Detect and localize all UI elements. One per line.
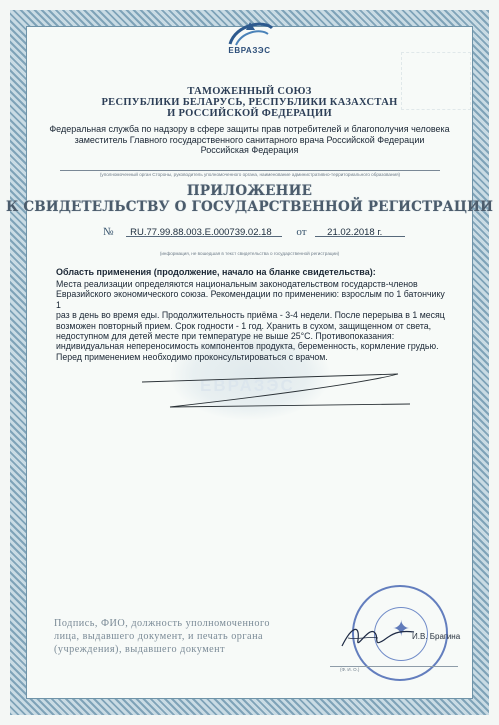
- union-header: [0, 86, 499, 119]
- body-line: Перед применением необходимо проконсультироваться с врачом.: [56, 351, 328, 362]
- union-line: ТАМОЖЕННЫЙ СОЮЗ: [187, 86, 312, 97]
- date-underline: [315, 236, 405, 237]
- title-line: ПРИЛОЖЕНИЕ: [186, 183, 313, 199]
- union-line: РЕСПУБЛИКИ БЕЛАРУСЬ, РЕСПУБЛИКИ КАЗАХСТАН: [101, 97, 398, 108]
- signature-label-line: Подпись, ФИО, должность уполномоченного: [54, 618, 270, 629]
- eurasec-logo-icon: [222, 18, 278, 48]
- signature-label: [54, 617, 284, 656]
- union-line: И РОССИЙСКОЙ ФЕДЕРАЦИИ: [167, 108, 332, 119]
- section-title: Область применения (продолжение, начало на бланке свидетельства):: [56, 267, 376, 277]
- z-strike-line: [130, 370, 420, 410]
- registration-date: 21.02.2018 г.: [327, 227, 383, 238]
- agency-line: Федеральная служба по надзору в сфере защиты прав потребителей и благополучия человека: [49, 124, 450, 134]
- handwritten-signature-icon: [338, 618, 418, 654]
- eagle-emblem-icon: ✦: [392, 617, 411, 642]
- registration-note: (информация, не вошедшая в текст свидетельства о государственной регистрации): [159, 251, 340, 256]
- body-line: Евразийского экономического союза. Рекомендации по применению: взрослым по 1 батончику 1: [56, 289, 445, 310]
- date-label: от: [296, 226, 307, 238]
- body-line: возможен повторный прием. Срок годности - 1 год. Хранить в сухом, защищенном от света,: [56, 320, 432, 331]
- body-line: Места реализации определяются национальным законодательством государств-членов: [56, 279, 418, 289]
- agency-block: [0, 124, 499, 156]
- number-underline: [126, 236, 282, 237]
- signatory-name: И.В. Брагина: [412, 632, 461, 641]
- agency-line: Российская Федерация: [200, 145, 299, 155]
- agency-line: заместитель Главного государственного санитарного врача Российской Федерации: [74, 134, 425, 145]
- signature-label-line: лица, выдавшего документ, и печать органа: [54, 631, 264, 642]
- agency-note: (уполномоченный орган Стороны, руководитель уполномоченного органа, наименование административно-территориального образования): [60, 170, 440, 177]
- watermark-text: ЕВРАЗЭС: [200, 376, 295, 395]
- body-line: раз в день во время еды. Продолжительность приёма - 3-4 недели. После перерыва в 1 месяц: [56, 310, 445, 321]
- signature-label-line: (учреждения), выдавшего документ: [54, 644, 226, 655]
- document-title: [0, 183, 499, 215]
- body-line: индивидуальная непереносимость компонентов продукта, беременность, кормление грудью.: [56, 341, 439, 352]
- logo-text: ЕВРАЗЭС: [228, 46, 271, 55]
- body-text: [56, 279, 452, 362]
- number-label: №: [103, 226, 114, 238]
- body-line: недоступном для детей месте при температуре не выше 25°С. Противопоказания:: [56, 331, 395, 342]
- signature-note: (Ф. И. О.): [340, 667, 360, 672]
- title-line: К СВИДЕТЕЛЬСТВУ О ГОСУДАРСТВЕННОЙ РЕГИСТРАЦИИ: [5, 199, 494, 215]
- registration-number: RU.77.99.88.003.Е.000739.02.18: [130, 227, 272, 238]
